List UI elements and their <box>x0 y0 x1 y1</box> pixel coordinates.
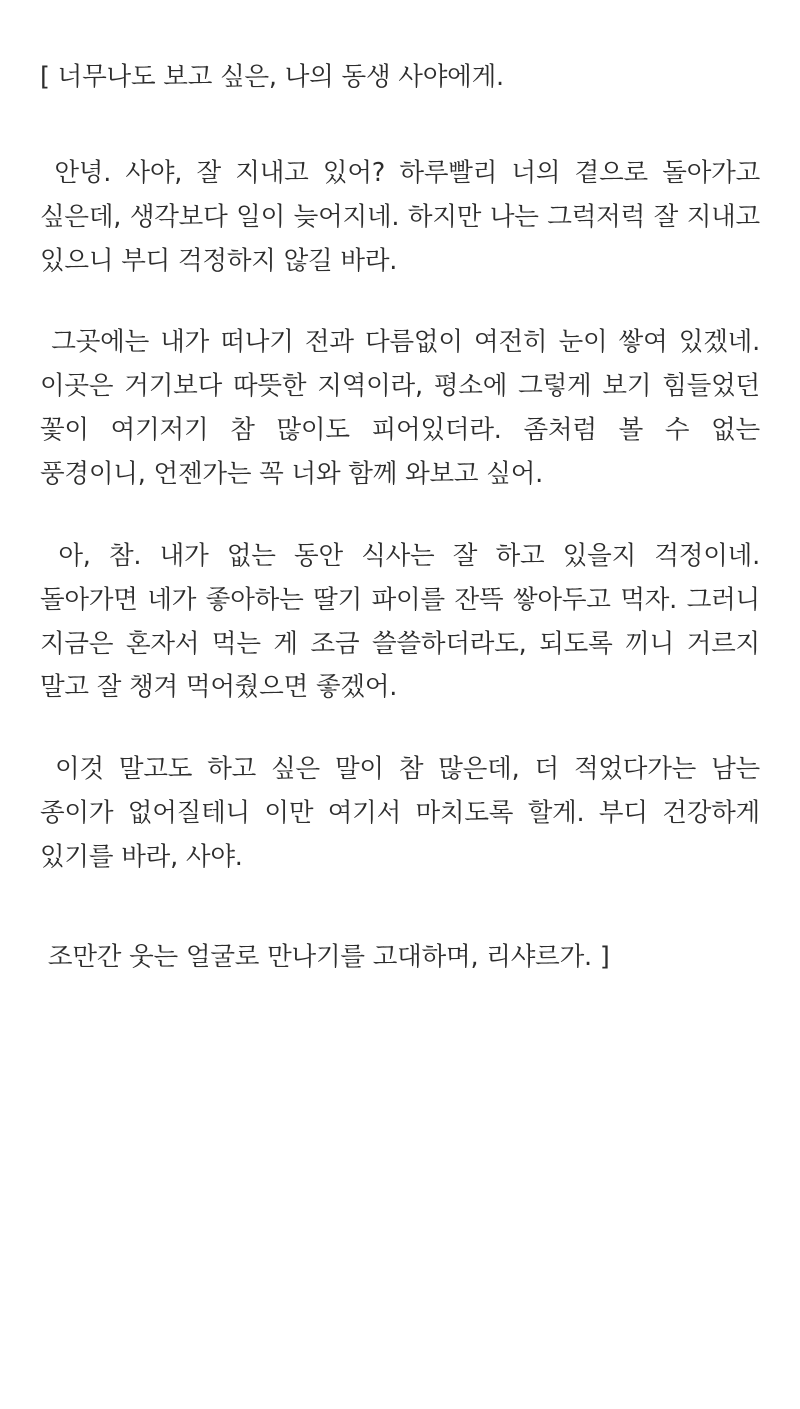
letter-paragraph-farewell: 이것 말고도 하고 싶은 말이 참 많은데, 더 적었다가는 남는 종이가 없어질테니 이만 여기서 마치도록 할게. 부디 건강하게 있기를 바라, 사야. <box>40 754 768 873</box>
letter-paragraph-meals: 아, 참. 내가 없는 동안 식사는 잘 하고 있을지 걱정이네. 돌아가면 네가 좋아하는 딸기 파이를 잔뜩 쌓아두고 먹자. 그러니 지금은 혼자서 먹는 게 조금 쓸쓸하더라도, 되도록 끼니 거르지 말고 잘 챙겨 먹어줬으면 좋겠어. <box>40 540 768 703</box>
letter-signature: 조만간 웃는 얼굴로 만나기를 고대하며, 리샤르가. ] <box>40 941 610 972</box>
letter-opening-line: [ 너무나도 보고 싶은, 나의 동생 사야에게. <box>40 62 504 92</box>
letter-paragraph-greeting: 안녕. 사야, 잘 지내고 있어? 하루빨리 너의 곁으로 돌아가고 싶은데, 생각보다 일이 늦어지네. 하지만 나는 그럭저럭 잘 지내고 있으니 부디 걱정하지 않길 바라. <box>40 157 768 276</box>
letter-paragraph-scenery: 그곳에는 내가 떠나기 전과 다름없이 여전히 눈이 쌓여 있겠네. 이곳은 거기보다 따뜻한 지역이라, 평소에 그렇게 보기 힘들었던 꽃이 여기저기 참 많이도 피어있더라. 좀처럼 볼 수 없는 풍경이니, 언젠가는 꼭 너와 함께 와보고 싶어. <box>40 327 768 490</box>
letter-body <box>40 56 768 980</box>
